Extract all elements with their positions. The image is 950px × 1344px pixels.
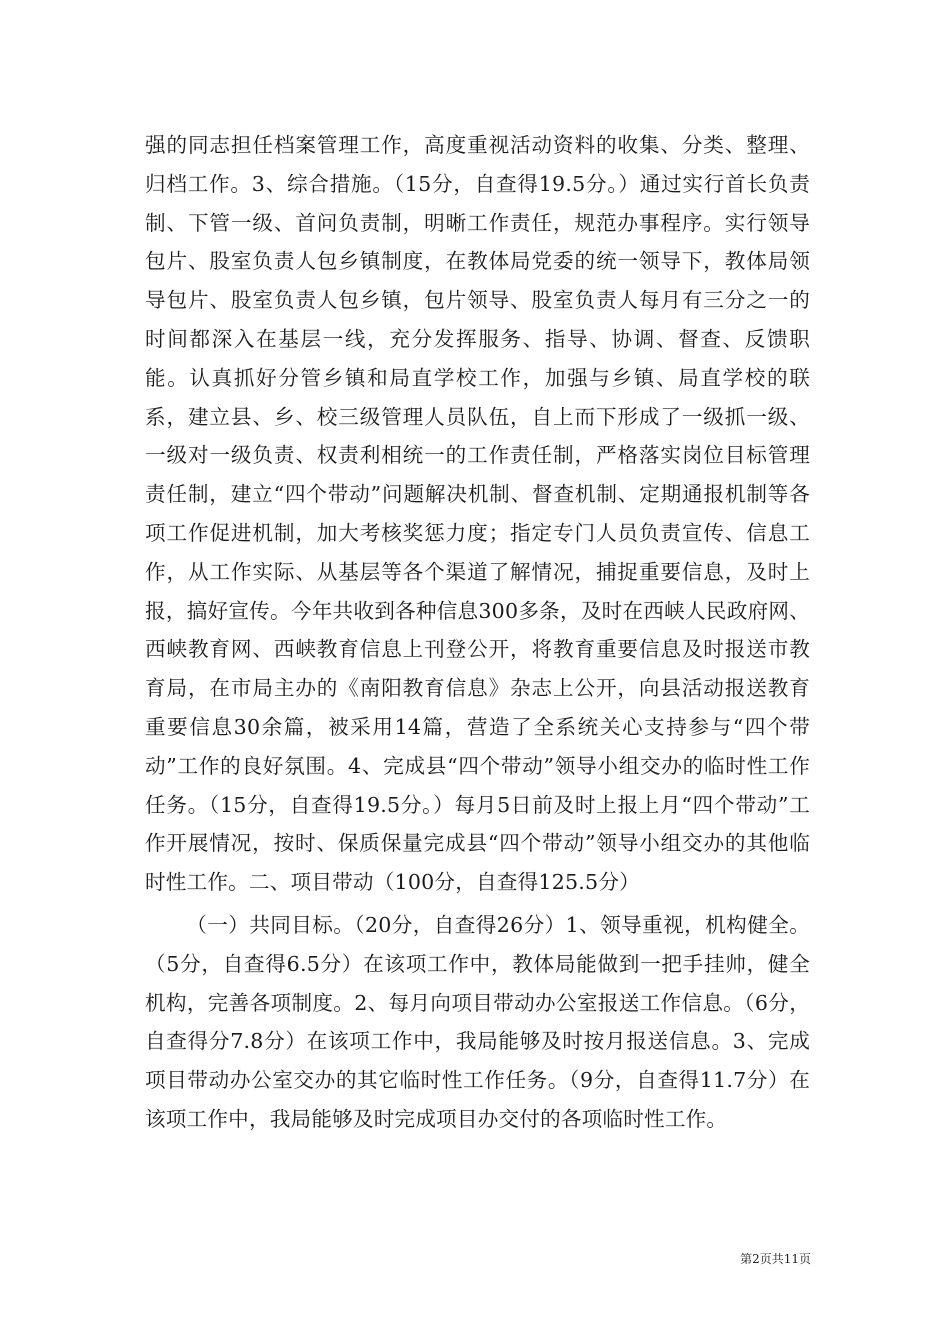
body-paragraph-common-goal: （一）共同目标。（20分，自查得26分）1、领导重视，机构健全。（5分，自查得6.5分）在该项工作中，教体局能做到一把手挂帅，健全机构，完善各项制度。2、每月向项目带动办公室报送工作信息。（6分，自查得分7.8分）在该项工作中，我局能够及时按月报送信息。3、完成项目带动办公室交办的其它临时性工作任务。（9分，自查得11.7分）在该项工作中，我局能够及时完成项目办交付的各项临时性工作。 (145, 912, 810, 1131)
document-body (145, 126, 810, 1139)
page-number-footer: 第2页共11页 (740, 1252, 811, 1266)
body-paragraph-continued: 强的同志担任档案管理工作，高度重视活动资料的收集、分类、整理、归档工作。3、综合措施。（15分，自查得19.5分。）通过实行首长负责制、下管一级、首问负责制，明晰工作责任，规范办事程序。实行领导包片、股室负责人包乡镇制度，在教体局党委的统一领导下，教体局领导包片、股室负责人包乡镇，包片领导、股室负责人每月有三分之一的时间都深入在基层一线，充分发挥服务、指导、协调、督查、反馈职能。认真抓好分管乡镇和局直学校工作，加强与乡镇、局直学校的联系，建立县、乡、校三级管理人员队伍，自上而下形成了一级抓一级、一级对一级负责、权责利相统一的工作责任制，严格落实岗位目标管理责任制，建立“四个带动”问题解决机制、督查机制、定期通报机制等各项工作促进机制，加大考核奖惩力度；指定专门人员负责宣传、信息工作，从工作实际、从基层等各个渠道了解情况，捕捉重要信息，及时上报，搞好宣传。今年共收到各种信息300多条，及时在西峡人民政府网、西峡教育网、西峡教育信息上刊登公开，将教育重要信息及时报送市教育局，在市局主办的《南阳教育信息》杂志上公开，向县活动报送教育重要信息30余篇，被采用14篇，营造了全系统关心支持参与“四个带动”工作的良好氛围。4、完成县“四个带动”领导小组交办的临时性工作任务。（15分，自查得19.5分。）每月5日前及时上报上月“四个带动”工作开展情况，按时、保质保量完成县“四个带动”领导小组交办的其他临时性工作。二、项目带动（100分，自查得125.5分） (145, 133, 810, 895)
